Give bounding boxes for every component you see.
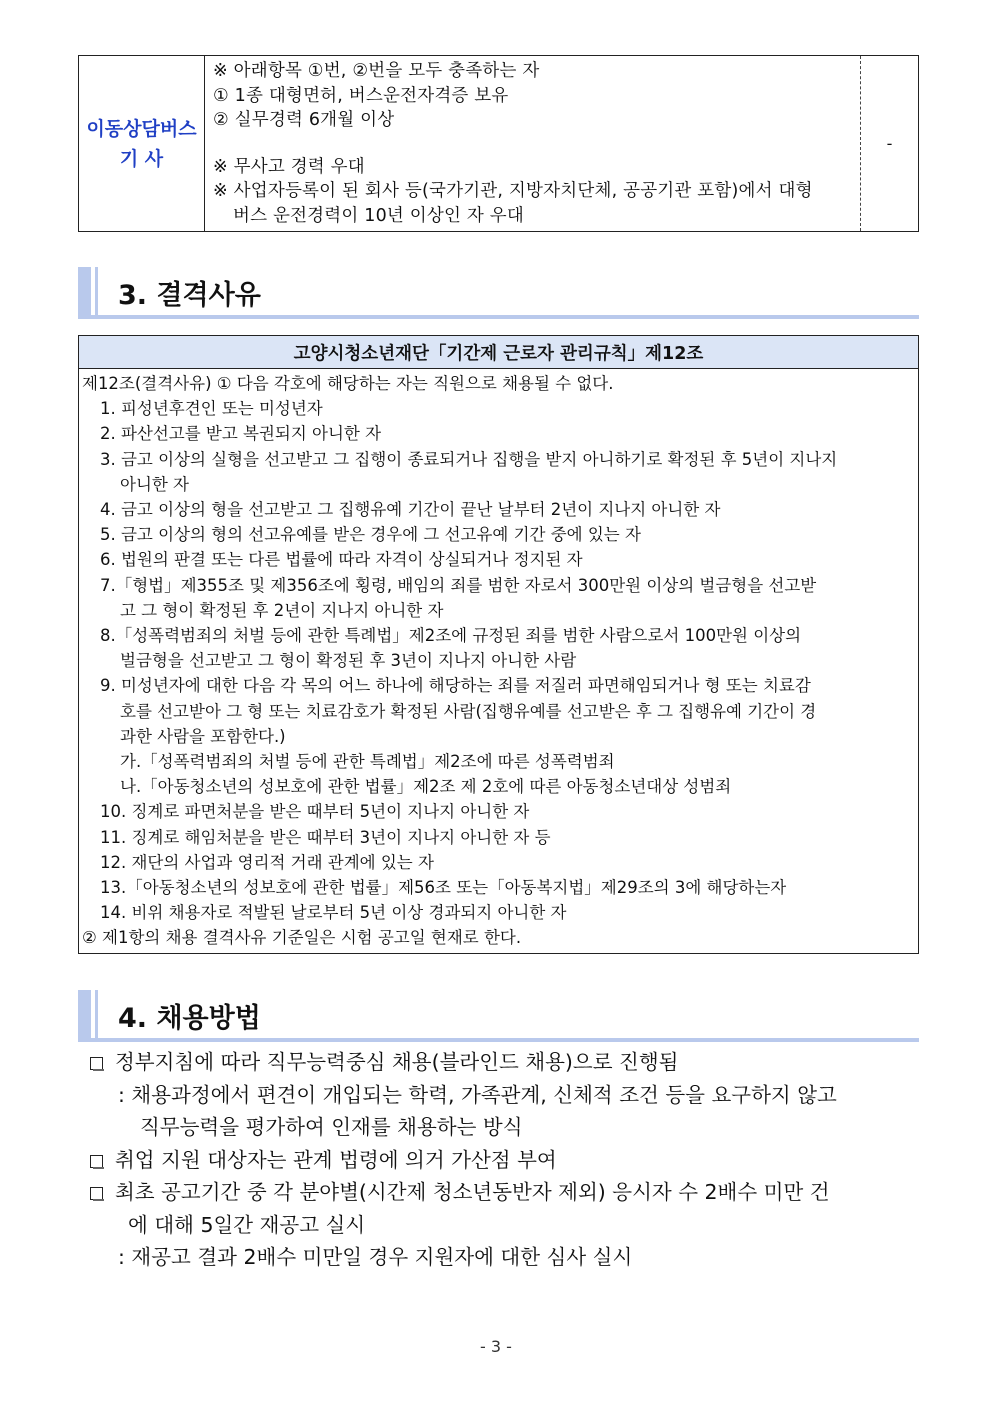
rule-line-item: 4. 금고 이상의 형을 선고받고 그 집행유예 기간이 끝난 날부터 2년이 지나지 아니한 자 (100, 500, 721, 520)
rule-lines (82, 396, 914, 925)
position-name-line2: 기 사 (119, 147, 164, 170)
bullet-subtext: 직무능력을 평가하여 인재를 채용하는 방식 (140, 1115, 523, 1139)
header-accent-bar (95, 267, 98, 315)
rule-line-cont: 벌금형을 선고받고 그 형이 확정된 후 3년이 지나지 아니한 사람 (120, 651, 577, 671)
disqualification-rule-box (78, 335, 919, 954)
rule-line-item: 6. 법원의 판결 또는 다른 법률에 따라 자격이 상실되거나 정지된 자 (100, 550, 583, 570)
section-4-title: 4. 채용방법 (118, 1003, 261, 1034)
rule-line-item: 9. 미성년자에 대한 다음 각 목의 어느 하나에 해당하는 죄를 저질러 파면해임되거나 형 또는 치료감 (100, 676, 811, 696)
page-number: - 3 - (480, 1337, 512, 1356)
bullet-text: 취업 지원 대상자는 관계 법령에 의거 가산점 부여 (115, 1147, 557, 1172)
header-accent-bar (95, 990, 98, 1038)
rule-line-item: 3. 금고 이상의 실형을 선고받고 그 집행이 종료되거나 집행을 받지 아니하기로 확정된 후 5년이 지나지 (100, 449, 838, 469)
rule-line-cont: 호를 선고받아 그 형 또는 치료감호가 확정된 사람(집행유예를 선고받은 후 그 집행유예 기간이 경 (120, 701, 817, 721)
requirement-line: ① 1종 대형면허, 버스운전자격증 보유 (213, 85, 509, 106)
preference-line: ※ 사업자등록이 된 회사 등(국가기관, 지방자치단체, 공공기관 포함)에서 대형 (213, 181, 813, 201)
list-item (88, 1176, 920, 1209)
section-4-header (78, 990, 919, 1038)
requirements-cell (205, 56, 861, 231)
requirement-line: ② 실무경력 6개월 이상 (213, 110, 395, 130)
bullet-text: 최초 공고기간 중 각 분야별(시간제 청소년동반자 제외) 응시자 수 2배수 미만 건 (115, 1180, 830, 1204)
list-item (88, 1144, 920, 1177)
preference-line: 버스 운전경력이 10년 이상인 자 우대 (233, 205, 524, 226)
header-underline (78, 315, 919, 319)
rule-intro: 제12조(결격사유) ① 다음 각호에 해당하는 자는 직원으로 채용될 수 없다. (82, 374, 614, 393)
bullet-text: 정부지침에 따라 직무능력중심 채용(블라인드 채용)으로 진행됨 (115, 1050, 679, 1074)
rule-line-item: 1. 피성년후견인 또는 미성년자 (100, 399, 323, 419)
rule-line-item: 5. 금고 이상의 형의 선고유예를 받은 경우에 그 선고유예 기간 중에 있는 자 (100, 525, 641, 545)
rule-line-item: 12. 재단의 사업과 영리적 거래 관계에 있는 자 (100, 852, 434, 872)
note-cell: - (886, 134, 893, 153)
section-3-header (78, 267, 919, 315)
requirement-line: ※ 아래항목 ①번, ②번을 모두 충족하는 자 (213, 61, 540, 81)
list-item (88, 1046, 920, 1079)
checkbox-bullet-icon (90, 1057, 103, 1070)
header-underline (78, 1038, 919, 1042)
rule-line-sub: 가.「성폭력범죄의 처벌 등에 관한 특례법」제2조에 따른 성폭력범죄 (120, 752, 615, 772)
rule-line-item: 7.「형법」제355조 및 제356조에 횡령, 배임의 죄를 범한 자로서 300만원 이상의 벌금형을 선고받 (100, 575, 817, 595)
rule-line-item: 13.「아동청소년의 성보호에 관한 법률」제56조 또는「아동복지법」제29조의 3에 해당하는자 (100, 878, 787, 898)
bullet-subtext: : 재공고 결과 2배수 미만일 경우 지원자에 대한 심사 실시 (118, 1245, 633, 1269)
bullet-subtext: : 채용과정에서 편견이 개입되는 학력, 가족관계, 신체적 조건 등을 요구하지 않고 (118, 1082, 837, 1107)
rule-body (79, 369, 918, 951)
position-table (78, 55, 919, 232)
rule-outro: ② 제1항의 채용 결격사유 기준일은 시험 공고일 현재로 한다. (82, 928, 522, 948)
rule-line-item: 2. 파산선고를 받고 복권되지 아니한 자 (100, 424, 382, 444)
rule-line-item: 8.「성폭력범죄의 처벌 등에 관한 특례법」제2조에 규정된 죄를 범한 사람으로서 100만원 이상의 (100, 626, 802, 646)
header-accent-bar (78, 267, 91, 315)
rule-line-item: 11. 징계로 해임처분을 받은 때부터 3년이 지나지 아니한 자 등 (100, 827, 551, 847)
section-3-title: 3. 결격사유 (118, 280, 261, 311)
rule-line-item: 10. 징계로 파면처분을 받은 때부터 5년이 지나지 아니한 자 (100, 802, 530, 822)
rule-line-sub: 나.「아동청소년의 성보호에 관한 법률」제2조 제 2호에 따른 아동청소년대상 성범죄 (120, 777, 732, 797)
hiring-method-list (88, 1046, 920, 1274)
preference-line: ※ 무사고 경력 우대 (213, 156, 365, 177)
rule-line-cont: 아니한 자 (120, 474, 190, 494)
position-name-cell (79, 56, 205, 231)
rule-line-item: 14. 비위 채용자로 적발된 날로부터 5년 이상 경과되지 아니한 자 (100, 903, 567, 923)
bullet-continuation: 에 대해 5일간 재공고 실시 (128, 1212, 366, 1237)
position-name-line1: 이동상담버스 (86, 117, 197, 140)
rule-title: 고양시청소년재단「기간제 근로자 관리규칙」제12조 (79, 336, 918, 369)
checkbox-bullet-icon (90, 1155, 103, 1168)
header-accent-bar (78, 990, 91, 1038)
rule-line-cont: 과한 사람을 포함한다.) (120, 726, 286, 746)
checkbox-bullet-icon (90, 1187, 103, 1200)
rule-line-cont: 고 그 형이 확정된 후 2년이 지나지 아니한 자 (120, 600, 444, 620)
